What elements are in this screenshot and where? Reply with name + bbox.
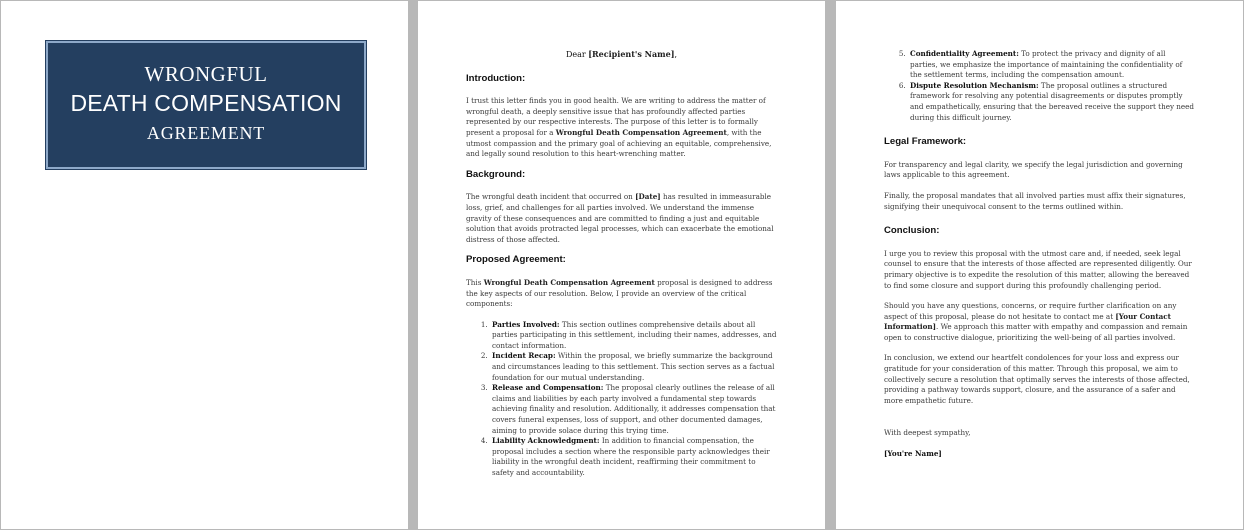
- introduction-heading: Introduction:: [466, 72, 526, 84]
- letter-body-1: [466, 49, 777, 479]
- salutation: Dear [Recipient's Name],: [565, 49, 678, 59]
- cover-title-line3: AGREEMENT: [146, 123, 266, 143]
- list-item: 5. Confidentiality Agreement: To protect the privacy and dignity of all parties, we emphasize the importance of maintaining the confidentiality of the settlement terms, including the compensation amount.: [908, 49, 1195, 81]
- list-item: 4. Liability Acknowledgment: In addition to financial compensation, the proposal includes a section where the responsible party acknowledges their liability in the wrongful death incident, reaffirming their commitment to safety and accountability.: [490, 436, 777, 478]
- list-item: 2. Incident Recap: Within the proposal, we briefly summarize the background and circumstances leading to this settlement. This section serves as a factual foundation for our mutual understanding.: [490, 351, 777, 383]
- legal-paragraph-1: For transparency and legal clarity, we specify the legal jurisdiction and governing laws applicable to this agreement.: [884, 159, 1183, 180]
- components-list-continued: [884, 49, 1195, 123]
- cover-photo-collage: [1, 1, 408, 529]
- list-item: 3. Release and Compensation: The proposal clearly outlines the release of all claims and liabilities by each party involved a fundamental step towards achieving finality and resolution. Additionally, it addresses compensation that covers funeral expenses, loss of support, and other documented damages, aiming to provide solace during this trying time.: [490, 383, 777, 436]
- list-item: 6. Dispute Resolution Mechanism: The proposal outlines a structured framework for resolving any potential disagreements or disputes promptly and empathetically, ensuring that the bereaved receive the support they need during this difficult journey.: [908, 81, 1195, 123]
- recipient-placeholder: [Recipient's Name]: [588, 49, 675, 59]
- cover-title-line2: DEATH COMPENSATION: [70, 90, 342, 116]
- signature-placeholder: [You're Name]: [884, 449, 942, 459]
- conclusion-paragraph-2: Should you have any questions, concerns, or require further clarification on any aspect of this proposal, please do not hesitate to contact me at [Your Contact Information]. We approach this matter with empathy and compassion and remain open to constructive dialogue, prioritizing the well-being of all parties involved.: [884, 301, 1188, 342]
- components-list: [466, 320, 777, 479]
- list-item: 1. Parties Involved: This section outlines comprehensive details about all parties participating in this settlement, including their names, addresses, and contact information.: [490, 320, 777, 352]
- cover-page: [1, 1, 408, 529]
- background-heading: Background:: [466, 168, 526, 180]
- conclusion-paragraph-1: I urge you to review this proposal with the utmost care and, if needed, seek legal counsel to ensure that the interests of those affected are represented diligently. Our primary objective is to expedite the resolution of this matter, allowing the bereaved to find some closure and support during this profoundly challenging period.: [884, 248, 1192, 290]
- conclusion-heading: Conclusion:: [884, 225, 940, 237]
- letter-body-2: [884, 49, 1195, 470]
- closing: With deepest sympathy,: [884, 428, 971, 438]
- introduction-paragraph: I trust this letter finds you in good health. We are writing to address the matter of wrongful death, a deeply sensitive issue that has profoundly affected parties represented by our respective interests. The purpose of this letter is to formally present a proposal for a Wrongful Death Compensation Agreement, with the utmost compassion and the primary goal of achieving an equitable, comprehensive, and legally sound resolution to this heart-wrenching matter.: [466, 96, 772, 159]
- conclusion-paragraph-3: In conclusion, we extend our heartfelt condolences for your loss and express our gratitude for your consideration of this matter. Through this proposal, we aim to collectively secure a resolution that optimally serves the interests of those affected, providing a pathway towards support, closure, and the assurance of a safer and more empathetic future.: [884, 353, 1190, 405]
- cover-title-line1: WRONGFUL: [144, 62, 268, 86]
- letter-page-2: [836, 1, 1243, 529]
- legal-framework-heading: Legal Framework:: [884, 136, 967, 148]
- legal-paragraph-2: Finally, the proposal mandates that all involved parties must affix their signatures, signifying their unequivocal consent to the terms outlined within.: [884, 190, 1186, 211]
- proposed-agreement-paragraph: This Wrongful Death Compensation Agreement proposal is designed to address the key aspects of our resolution. Below, I provide an overview of the critical components:: [466, 277, 773, 309]
- proposed-agreement-heading: Proposed Agreement:: [466, 254, 566, 266]
- letter-page-1: [418, 1, 825, 529]
- background-paragraph: The wrongful death incident that occurred on [Date] has resulted in immeasurable loss, grief, and challenges for all parties involved. We understand the immense gravity of these consequences and are committed to finding a just and equitable solution that avoids protracted legal processes, which can exacerbate the emotional distress of those affected.: [466, 192, 774, 244]
- contact-placeholder: [Your Contact Information]: [884, 311, 1172, 332]
